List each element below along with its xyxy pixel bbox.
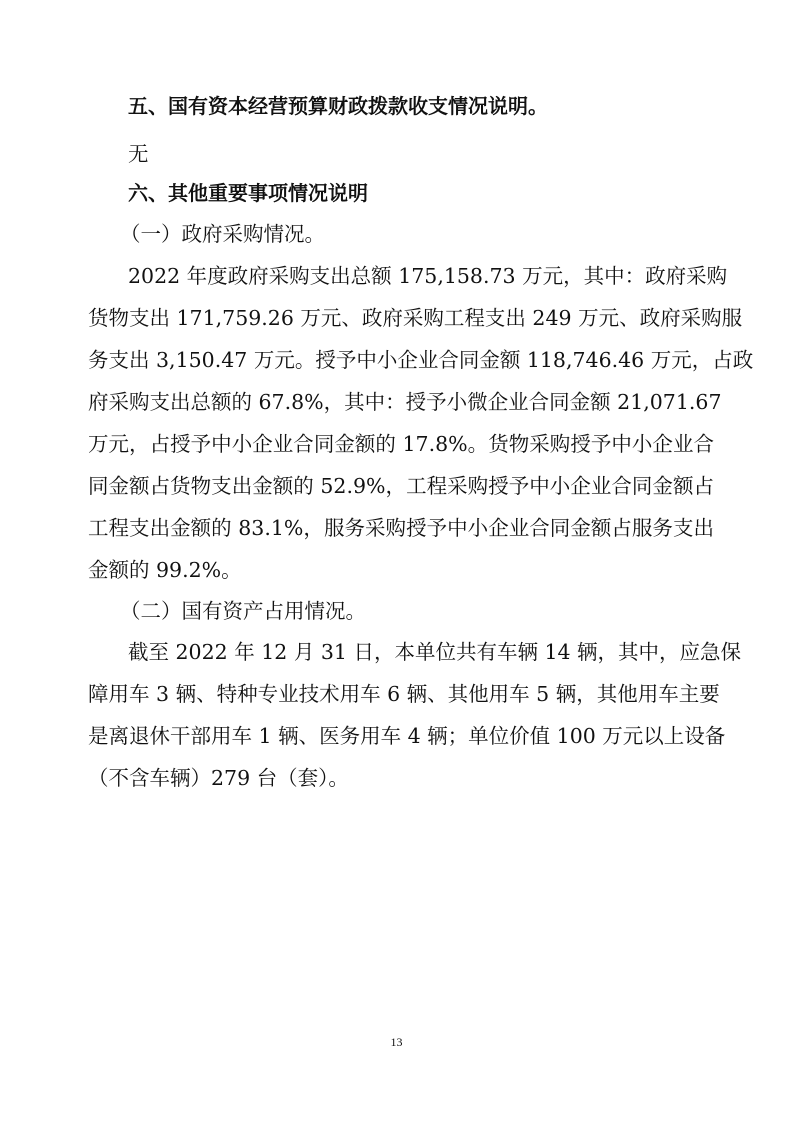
assets-subheading: （二）国有资产占用情况。 xyxy=(120,599,366,623)
procurement-paragraph-line: 万元，占授予中小企业合同金额的 17.8%。货物采购授予中小企业合 xyxy=(88,432,714,456)
assets-paragraph-line: 是离退休干部用车 1 辆、医务用车 4 辆；单位价值 100 万元以上设备 xyxy=(88,724,726,748)
section-5-content: 无 xyxy=(128,142,149,166)
procurement-paragraph-line: 同金额占货物支出金额的 52.9%，工程采购授予中小企业合同金额占 xyxy=(88,474,714,498)
assets-paragraph-line: 障用车 3 辆、特种专业技术用车 6 辆、其他用车 5 辆，其他用车主要 xyxy=(88,682,720,706)
section-5-heading: 五、国有资本经营预算财政拨款收支情况说明。 xyxy=(128,94,548,118)
procurement-paragraph-line: 2022 年度政府采购支出总额 175,158.73 万元，其中：政府采购 xyxy=(128,264,728,288)
procurement-paragraph-line: 府采购支出总额的 67.8%，其中：授予小微企业合同金额 21,071.67 xyxy=(88,390,722,414)
procurement-paragraph-line: 货物支出 171,759.26 万元、政府采购工程支出 249 万元、政府采购服 xyxy=(88,306,743,330)
section-6-heading: 六、其他重要事项情况说明 xyxy=(128,181,368,205)
page-number: 13 xyxy=(390,1035,403,1049)
procurement-paragraph-line: 务支出 3,150.47 万元。授予中小企业合同金额 118,746.46 万元，占政 xyxy=(88,348,754,372)
procurement-paragraph-line: 金额的 99.2%。 xyxy=(88,558,242,582)
assets-paragraph-line: （不含车辆）279 台（套）。 xyxy=(88,766,349,790)
procurement-paragraph-line: 工程支出金额的 83.1%，服务采购授予中小企业合同金额占服务支出 xyxy=(88,516,714,540)
procurement-subheading: （一）政府采购情况。 xyxy=(120,222,325,246)
assets-paragraph-line: 截至 2022 年 12 月 31 日，本单位共有车辆 14 辆，其中，应急保 xyxy=(128,640,742,664)
